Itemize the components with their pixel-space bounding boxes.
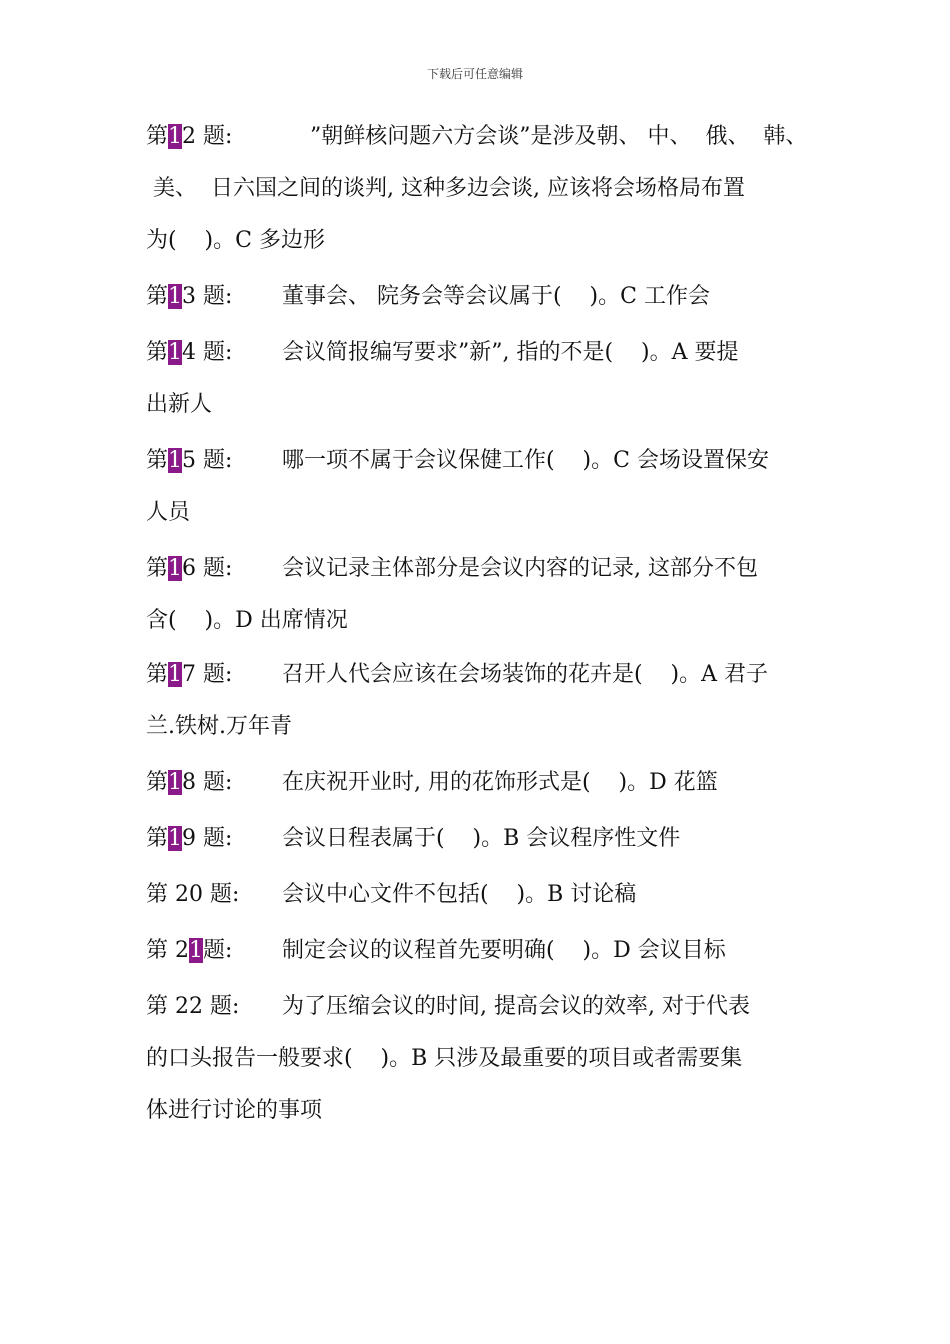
page-header: 下载后可任意编辑 <box>426 67 523 81</box>
question-text: 哪一项不属于会议保健工作( )。C 会场设置保安 <box>282 448 769 473</box>
question-line <box>146 446 769 476</box>
question-line <box>146 992 750 1022</box>
question-line <box>146 122 807 152</box>
highlighted-digit: 1 <box>168 662 183 687</box>
question-line <box>146 880 636 910</box>
question-text: 召开人代会应该在会场装饰的花卉是( )。A 君子 <box>282 662 769 687</box>
highlighted-digit: 1 <box>168 770 183 795</box>
question-line <box>146 936 726 966</box>
highlighted-digit: 1 <box>168 124 183 149</box>
question-text: 会议简报编写要求”新”, 指的不是( )。A 要提 <box>282 340 739 365</box>
question-line <box>146 824 680 854</box>
question-number: 第 22 题: <box>146 994 240 1019</box>
question-text: 会议记录主体部分是会议内容的记录, 这部分不包 <box>282 556 758 581</box>
highlighted-digit: 1 <box>168 826 183 851</box>
question-number: 第 20 题: <box>146 882 240 907</box>
question-number: 第13 题: <box>146 284 233 309</box>
question-text: 为了压缩会议的时间, 提高会议的效率, 对于代表 <box>282 994 750 1019</box>
question-line-continued: 兰.铁树.万年青 <box>146 714 292 739</box>
question-number: 第14 题: <box>146 340 233 365</box>
question-line <box>146 338 739 368</box>
question-line-continued: 美、 日六国之间的谈判, 这种多边会谈, 应该将会场格局布置 <box>146 176 745 201</box>
question-number: 第15 题: <box>146 448 233 473</box>
question-text: ”朝鲜核问题六方会谈”是涉及朝、 中、 俄、 韩、 <box>282 124 808 149</box>
question-line-continued: 出新人 <box>146 392 213 417</box>
question-line-continued: 为( )。C 多边形 <box>146 228 325 253</box>
question-line-continued: 的口头报告一般要求( )。B 只涉及最重要的项目或者需要集 <box>146 1046 743 1071</box>
question-text: 董事会、 院务会等会议属于( )。C 工作会 <box>282 284 710 309</box>
question-text: 会议中心文件不包括( )。B 讨论稿 <box>282 882 637 907</box>
question-line <box>146 554 758 584</box>
question-line-continued: 含( )。D 出席情况 <box>146 608 348 633</box>
question-text: 制定会议的议程首先要明确( )。D 会议目标 <box>282 938 726 963</box>
highlighted-digit: 1 <box>168 340 183 365</box>
question-line <box>146 282 710 312</box>
question-text: 在庆祝开业时, 用的花饰形式是( )。D 花篮 <box>282 770 718 795</box>
question-number: 第18 题: <box>146 770 233 795</box>
question-line-continued: 体进行讨论的事项 <box>146 1098 323 1123</box>
question-line <box>146 660 768 690</box>
question-text: 会议日程表属于( )。B 会议程序性文件 <box>282 826 681 851</box>
question-number: 第12 题: <box>146 124 233 149</box>
question-number: 第19 题: <box>146 826 233 851</box>
highlighted-digit: 1 <box>168 284 183 309</box>
question-number: 第 21题: <box>146 938 233 963</box>
question-line <box>146 768 718 798</box>
highlighted-digit: 1 <box>168 448 183 473</box>
question-number: 第16 题: <box>146 556 233 581</box>
highlighted-digit: 1 <box>168 556 183 581</box>
question-line-continued: 人员 <box>146 500 191 525</box>
highlighted-digit: 1 <box>189 938 203 963</box>
question-number: 第17 题: <box>146 662 233 687</box>
